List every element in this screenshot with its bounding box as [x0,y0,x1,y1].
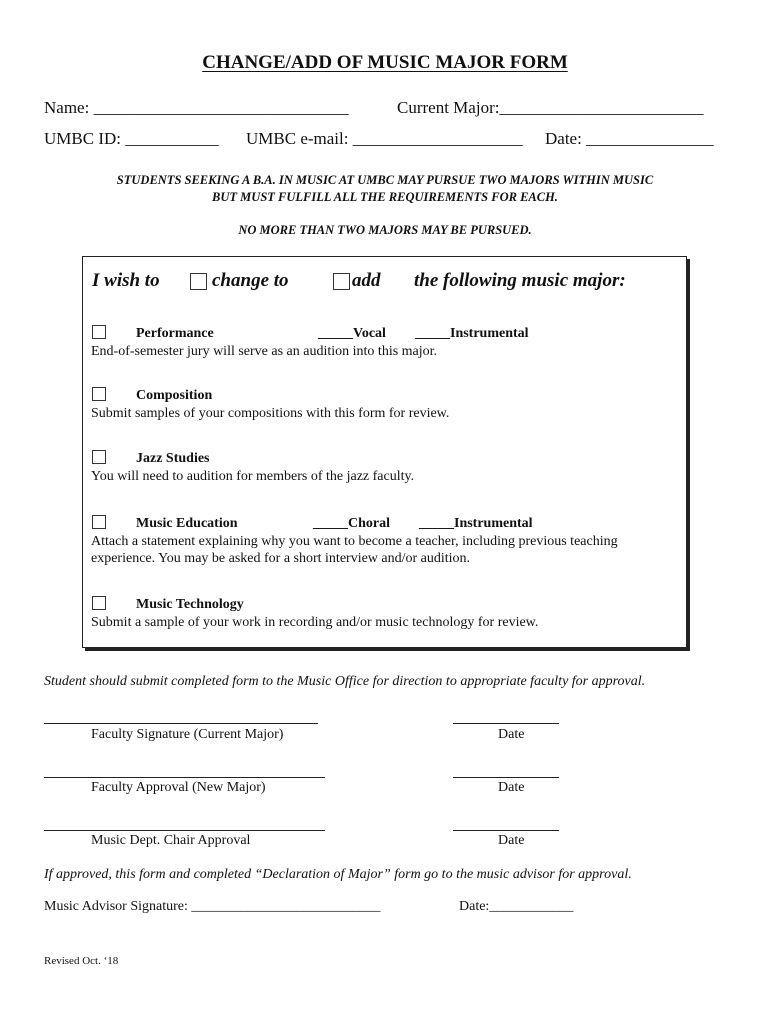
vocal-option[interactable]: _____Vocal [318,326,386,341]
wish-prefix: I wish to [92,270,160,291]
approval-note: If approved, this form and completed “Declaration of Major” form go to the music advisor for approval. [44,867,632,882]
education-label: Music Education [136,516,238,531]
notice-line-2: BUT MUST FULFILL ALL THE REQUIREMENTS FOR EACH. [212,190,558,204]
date-field[interactable]: Date: _______________ [545,129,714,148]
education-desc-2: experience. You may be asked for a short interview and/or audition. [91,551,471,566]
choral-option[interactable]: _____Choral [313,516,390,531]
notice-line-3: NO MORE THAN TWO MAJORS MAY BE PURSUED. [238,223,532,237]
name-field[interactable]: Name: ______________________________ [44,98,349,117]
faculty-new-date-line[interactable] [453,777,559,778]
performance-label: Performance [136,326,214,341]
technology-desc: Submit a sample of your work in recording and/or music technology for review. [91,615,539,630]
faculty-current-date-label: Date [498,727,525,742]
notice-line-1: STUDENTS SEEKING A B.A. IN MUSIC AT UMBC MAY PURSUE TWO MAJORS WITHIN MUSIC [116,173,654,187]
composition-desc: Submit samples of your compositions with this form for review. [91,406,450,421]
advisor-date-field[interactable]: Date:____________ [459,899,574,914]
chair-signature-line[interactable] [44,830,325,831]
jazz-checkbox[interactable] [92,450,106,464]
education-desc-1: Attach a statement explaining why you want to become a teacher, including previous teaching [91,534,618,549]
submit-note: Student should submit completed form to the Music Office for direction to appropriate faculty for approval. [44,674,646,689]
composition-label: Composition [136,388,213,403]
faculty-current-label: Faculty Signature (Current Major) [91,727,284,742]
change-to-label: change to [212,270,289,291]
revised-note: Revised Oct. ‘18 [44,955,119,967]
jazz-label: Jazz Studies [136,451,210,466]
chair-date-label: Date [498,833,525,848]
page-title: CHANGE/ADD OF MUSIC MAJOR FORM [202,52,568,73]
faculty-new-label: Faculty Approval (New Major) [91,780,266,795]
change-to-checkbox[interactable] [190,273,207,290]
wish-suffix: the following music major: [414,270,626,291]
faculty-new-signature-line[interactable] [44,777,325,778]
umbc-id-field[interactable]: UMBC ID: ___________ [44,129,219,148]
education-checkbox[interactable] [92,515,106,529]
education-instrumental-option[interactable]: _____Instrumental [419,516,533,531]
technology-checkbox[interactable] [92,596,106,610]
faculty-new-date-label: Date [498,780,525,795]
chair-date-line[interactable] [453,830,559,831]
performance-checkbox[interactable] [92,325,106,339]
add-checkbox[interactable] [333,273,350,290]
umbc-email-field[interactable]: UMBC e-mail: ____________________ [246,129,523,148]
chair-label: Music Dept. Chair Approval [91,833,251,848]
technology-label: Music Technology [136,597,244,612]
add-label: add [352,270,381,291]
instrumental-option[interactable]: _____Instrumental [415,326,529,341]
faculty-current-date-line[interactable] [453,723,559,724]
advisor-signature-field[interactable]: Music Advisor Signature: ___________________________ [44,899,381,914]
jazz-desc: You will need to audition for members of the jazz faculty. [91,469,415,484]
faculty-current-signature-line[interactable] [44,723,318,724]
current-major-field[interactable]: Current Major:________________________ [397,98,704,117]
performance-desc: End-of-semester jury will serve as an audition into this major. [91,344,438,359]
composition-checkbox[interactable] [92,387,106,401]
